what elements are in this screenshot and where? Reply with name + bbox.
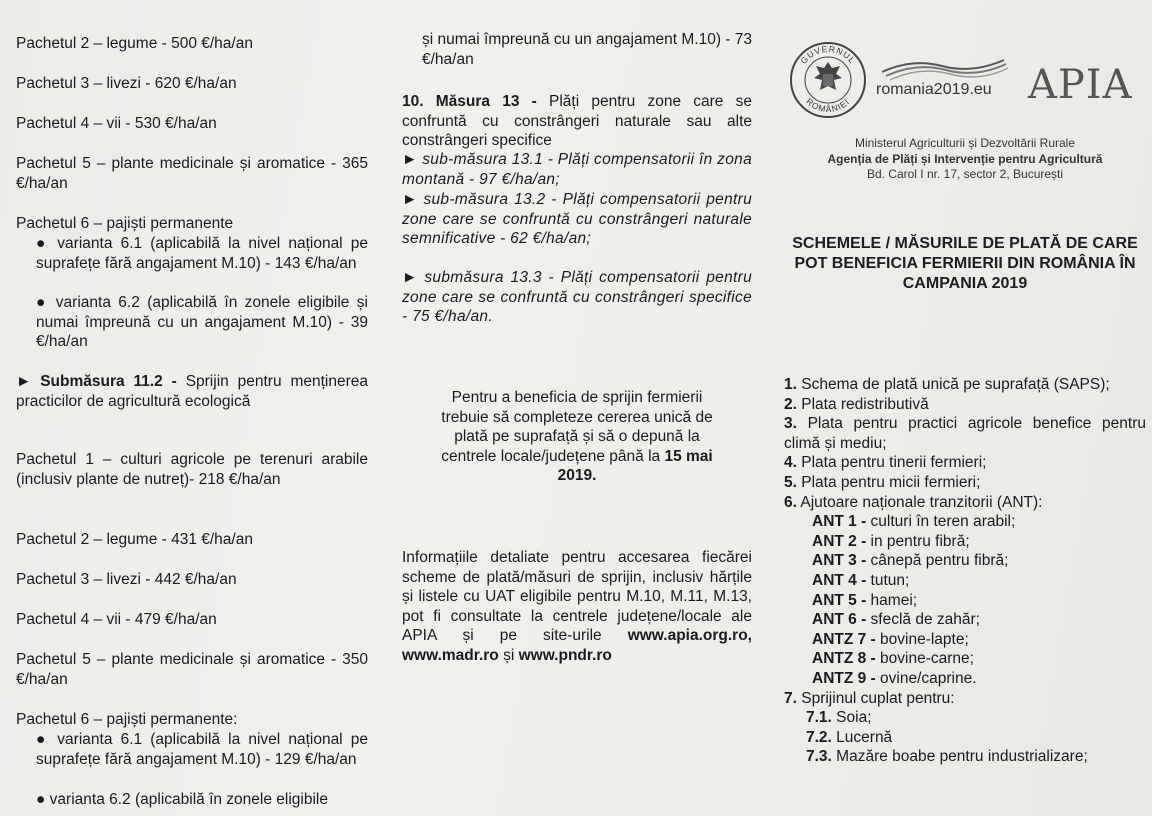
ministry-name: Ministerul Agriculturii și Dezvoltării Rurale xyxy=(854,136,1076,150)
flag-waves-icon xyxy=(872,52,1012,82)
scheme-number: 3. xyxy=(784,415,797,433)
seal-top-text: GUVERNUL xyxy=(798,43,858,66)
sub-masura-13-3: ► submăsura 13.3 - Plăți compensatorii pentru zone care se confruntă cu constrângeri specifice - 75 €/ha/an. xyxy=(402,269,752,326)
coupled-number: 7.3. xyxy=(806,748,832,766)
ant-code: ANT 1 - xyxy=(812,513,867,531)
ant-item xyxy=(784,649,1146,669)
document-title: SCHEMELE / MĂSURILE DE PLATĂ DE CARE POT BENEFICIA FERMIERII DIN ROMÂNIA ÎN CAMPANIA 2019 xyxy=(792,235,1138,292)
masura-13-title: 10. Măsura 13 - xyxy=(402,93,537,110)
b-pachetul-4: Pachetul 4 – vii - 479 €/ha/an xyxy=(16,611,217,628)
scheme-2 xyxy=(784,395,1146,415)
ant-code: ANTZ 7 - xyxy=(812,630,876,648)
ant-item xyxy=(784,571,1146,591)
ant-code: ANT 5 - xyxy=(812,591,867,609)
coupled-text: Mazăre boabe pentru industrializare; xyxy=(831,748,1088,766)
sub-masura-13-1: ► sub-măsura 13.1 - Plăți compensatorii în zona montană - 97 €/ha/an; xyxy=(402,151,752,188)
scheme-text: Plata pentru practici agricole benefice pentru climă și mediu; xyxy=(784,415,1146,452)
ant-text: bovine-carne; xyxy=(875,650,974,668)
svg-text:ROMÂNIEI xyxy=(804,96,851,114)
agency-name: Agenția de Plăți și Intervenție pentru Agricultură xyxy=(827,151,1103,166)
apia-logo: APIA xyxy=(1028,62,1133,108)
scheme-7 xyxy=(784,689,1146,709)
deadline-text: Pentru a beneficia de sprijin fermierii trebuie să completeze cererea unică de plată pe suprafață și să o depună la centrele locale/județene până la xyxy=(441,389,713,465)
ant-text: sfeclă de zahăr; xyxy=(866,611,980,629)
ant-text: culturi în teren arabil; xyxy=(866,513,1016,531)
b-varianta-6-2: ● varianta 6.2 (aplicabilă în zonele eligibile xyxy=(36,791,328,808)
varianta-6-2: ● varianta 6.2 (aplicabilă în zonele eligibile și numai împreună cu un angajament M.10) - 39 €/ha/an xyxy=(36,294,368,351)
ant-code: ANTZ 9 - xyxy=(812,669,876,687)
coupled-number: 7.2. xyxy=(806,728,832,746)
scheme-6 xyxy=(784,493,1146,513)
ant-code: ANT 2 - xyxy=(812,532,867,550)
seal-bottom-text: ROMÂNIEI xyxy=(804,96,852,115)
coupled-text: Soia; xyxy=(831,709,872,727)
coupled-item xyxy=(784,728,1146,748)
ant-text: bovine-lapte; xyxy=(875,630,969,648)
scheme-text: Sprijinul cuplat pentru: xyxy=(796,689,955,707)
ant-text: hamei; xyxy=(866,591,918,609)
ant-code: ANT 4 - xyxy=(812,571,867,589)
ant-item xyxy=(784,551,1146,571)
pachetul-4: Pachetul 4 – vii - 530 €/ha/an xyxy=(16,115,217,132)
scheme-text: Plata pentru micii fermieri; xyxy=(796,473,981,491)
masura-13 xyxy=(402,92,752,151)
schemes-list xyxy=(784,375,1146,767)
coupled-text: Lucernă xyxy=(831,728,893,746)
ant-item xyxy=(784,669,1146,689)
info-si: și xyxy=(498,646,519,664)
scheme-number: 2. xyxy=(784,395,797,413)
government-seal-icon xyxy=(788,40,868,120)
coupled-item xyxy=(784,708,1146,728)
scheme-number: 1. xyxy=(784,376,797,393)
ant-text: tutun; xyxy=(866,571,910,589)
ant-item xyxy=(784,630,1146,650)
ant-item xyxy=(784,591,1146,611)
pachetul-3: Pachetul 3 – livezi - 620 €/ha/an xyxy=(16,75,237,92)
coupled-number: 7.1. xyxy=(806,709,832,727)
logo-bar xyxy=(784,40,1146,120)
b-pachetul-2: Pachetul 2 – legume - 431 €/ha/an xyxy=(16,531,253,548)
scheme-number: 5. xyxy=(784,473,797,491)
submasura-11-2-title: ► Submăsura 11.2 - xyxy=(16,373,177,390)
b-pachetul-6: Pachetul 6 – pajiști permanente: xyxy=(16,711,238,728)
sub-masura-13-2: ► sub-măsura 13.2 - Plăți compensatorii pentru zone care se confruntă cu constrângeri naturale semnificative - 62 €/ha/an; xyxy=(402,191,752,248)
info-pndr: www.pndr.ro xyxy=(518,646,612,664)
ant-code: ANT 3 - xyxy=(812,552,867,570)
scheme-4 xyxy=(784,453,1146,473)
varianta-continuation: și numai împreună cu un angajament M.10) - 73 €/ha/an xyxy=(422,31,752,68)
romania2019-text: romania2019.eu xyxy=(876,81,992,98)
ministry-block xyxy=(784,136,1146,183)
scheme-1 xyxy=(784,375,1146,395)
ant-text: in pentru fibră; xyxy=(866,532,970,550)
pachetul-2: Pachetul 2 – legume - 500 €/ha/an xyxy=(16,35,253,52)
scheme-number: 7. xyxy=(784,689,797,707)
b-pachetul-5: Pachetul 5 – plante medicinale și aromatice - 350 €/ha/an xyxy=(16,651,368,688)
b-pachetul-3: Pachetul 3 – livezi - 442 €/ha/an xyxy=(16,571,237,588)
scheme-5 xyxy=(784,473,1146,493)
scheme-text: Schema de plată unică pe suprafață (SAPS); xyxy=(796,376,1110,393)
b-varianta-6-1: ● varianta 6.1 (aplicabilă la nivel național pe suprafețe fără angajament M.10) - 129 €/ha/an xyxy=(36,731,368,768)
scheme-3 xyxy=(784,414,1146,453)
pachetul-5: Pachetul 5 – plante medicinale și aromatice - 365 €/ha/an xyxy=(16,155,368,192)
ant-text: cânepă pentru fibră; xyxy=(866,552,1009,570)
agency-address: Bd. Carol I nr. 17, sector 2, București xyxy=(866,167,1064,181)
b-pachetul-1: Pachetul 1 – culturi agricole pe terenuri arabile (inclusiv plante de nutreț)- 218 €/ha/an xyxy=(16,451,368,488)
ant-text: ovine/caprine. xyxy=(875,669,977,687)
submasura-11-2 xyxy=(16,372,368,411)
deadline-note xyxy=(432,388,722,486)
info-sites: www.apia.org.ro, www.madr.ro xyxy=(402,627,752,664)
ant-code: ANT 6 - xyxy=(812,611,867,629)
submasura-11-2-text: Sprijin pentru menținerea practicilor de agricultură ecologică xyxy=(16,373,368,410)
scheme-number: 6. xyxy=(784,493,797,511)
varianta-6-1: ● varianta 6.1 (aplicabilă la nivel național pe suprafețe fără angajament M.10) - 143 €/ha/an xyxy=(36,235,368,272)
scheme-text: Plata pentru tinerii fermieri; xyxy=(796,454,987,472)
romania2019-logo xyxy=(872,52,1012,102)
scheme-number: 4. xyxy=(784,454,797,472)
scheme-text: Plata redistributivă xyxy=(796,395,929,413)
ant-item xyxy=(784,512,1146,532)
ant-item xyxy=(784,532,1146,552)
coupled-item xyxy=(784,747,1146,767)
masura-13-text: Plăți pentru zone care se confruntă cu constrângeri naturale sau alte constrângeri specifice xyxy=(402,93,752,150)
pachetul-6: Pachetul 6 – pajiști permanente xyxy=(16,215,234,232)
deadline-date: 15 mai 2019. xyxy=(557,447,713,485)
ant-code: ANTZ 8 - xyxy=(812,650,876,668)
info-note xyxy=(402,548,752,666)
info-text: Informațiile detaliate pentru accesarea fiecărei scheme de plată/măsuri de sprijin, inclusiv hărțile și listele cu UAT eligibile pentru M.10, M.11, M.13, pot fi consultate la centrele județene/locale ale APIA și pe site-urile xyxy=(402,549,752,645)
scheme-text: Ajutoare naționale tranzitorii (ANT): xyxy=(796,493,1043,511)
ant-item xyxy=(784,610,1146,630)
